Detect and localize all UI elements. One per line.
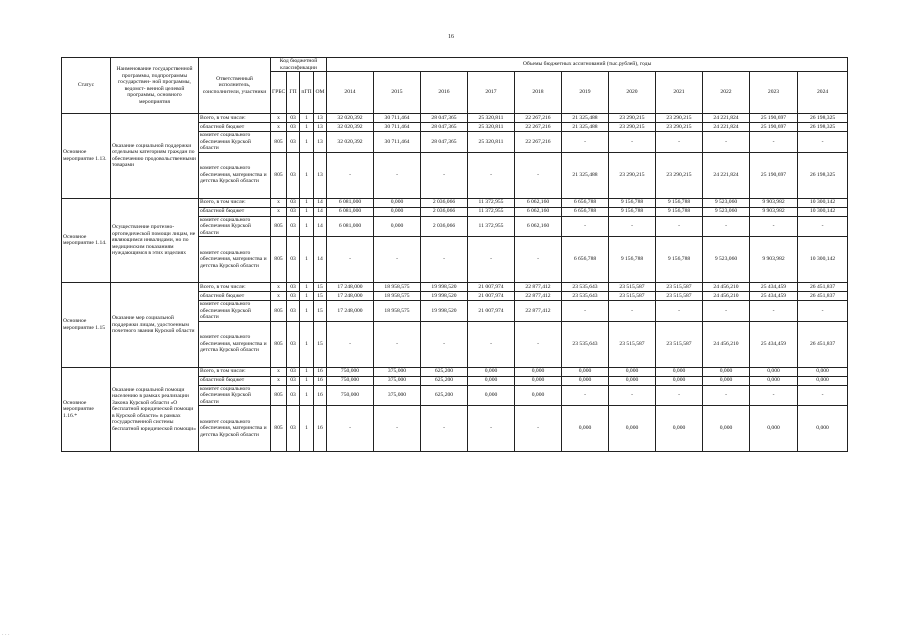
table-body	[62, 114, 848, 452]
value-cell: 22 267,216	[515, 132, 562, 153]
om-cell: 14	[314, 216, 327, 237]
value-cell: 21 325,488	[562, 123, 609, 132]
value-cell: -	[515, 406, 562, 452]
value-cell: 6 081,000	[327, 198, 374, 207]
value-cell: -	[421, 406, 468, 452]
value-cell: 6 656,788	[562, 198, 609, 207]
header-name: Наименование государственной программы, подпрограммы государствен- ной программы, ведомст- венной целевой программы, основного мероприятия	[111, 58, 199, 114]
value-cell: 24 221,824	[703, 123, 750, 132]
value-cell: 0,000	[515, 385, 562, 406]
grbs-cell: х	[271, 123, 287, 132]
value-cell: -	[562, 216, 609, 237]
value-cell: 30 711,464	[374, 123, 421, 132]
value-cell: 0,000	[468, 385, 515, 406]
gp-cell: 03	[287, 367, 300, 376]
value-cell: -	[750, 132, 798, 153]
gp-cell: 03	[287, 292, 300, 301]
value-cell: -	[562, 301, 609, 322]
status-cell: Основное мероприятие 1.14.	[62, 198, 111, 283]
value-cell: 0,000	[374, 207, 421, 216]
grbs-cell: 805	[271, 132, 287, 153]
value-cell: 0,000	[562, 406, 609, 452]
executor-cell: Всего, в том числе:	[199, 198, 271, 207]
value-cell: -	[421, 152, 468, 198]
value-cell: -	[327, 237, 374, 283]
value-cell: -	[609, 385, 656, 406]
value-cell: 23 535,643	[562, 292, 609, 301]
value-cell: 11 372,955	[468, 207, 515, 216]
value-cell: -	[609, 132, 656, 153]
value-cell: 9 156,788	[609, 207, 656, 216]
value-cell: -	[798, 216, 848, 237]
name-cell: Оказание мер социальной поддержки лицам, удостоенным почетного звания Курской области	[111, 283, 199, 368]
executor-cell: Всего, в том числе:	[199, 114, 271, 123]
om-cell: 13	[314, 152, 327, 198]
pgp-cell: 1	[300, 198, 314, 207]
gp-cell: 03	[287, 198, 300, 207]
value-cell: -	[468, 237, 515, 283]
value-cell: -	[468, 152, 515, 198]
value-cell: 375,000	[374, 385, 421, 406]
executor-cell: комитет социального обеспечения, материнства и детства Курской области	[199, 152, 271, 198]
value-cell: 0,000	[468, 367, 515, 376]
value-cell: -	[703, 216, 750, 237]
value-cell: 0,000	[609, 406, 656, 452]
executor-cell: комитет социального обеспечения Курской области	[199, 385, 271, 406]
value-cell: 23 290,215	[656, 123, 703, 132]
table-row	[62, 367, 848, 376]
value-cell: -	[656, 301, 703, 322]
value-cell: -	[750, 216, 798, 237]
value-cell: 625,200	[421, 376, 468, 385]
om-cell: 15	[314, 301, 327, 322]
value-cell: 6 062,160	[515, 216, 562, 237]
name-cell: Оказание социальной помощи населению в рамках реализации Закона Курской области «О бесплатной юридической помощи в Курской области» в рамках государственной системы бесплатной юридической помощи»	[111, 367, 199, 452]
value-cell: 23 535,643	[562, 283, 609, 292]
value-cell: 10 300,142	[798, 207, 848, 216]
value-cell: 0,000	[515, 367, 562, 376]
pgp-cell: 1	[300, 376, 314, 385]
pgp-cell: 1	[300, 132, 314, 153]
value-cell: 25 320,811	[468, 123, 515, 132]
value-cell: 2 036,066	[421, 207, 468, 216]
grbs-cell: х	[271, 292, 287, 301]
value-cell: 21 007,974	[468, 292, 515, 301]
gp-cell: 03	[287, 385, 300, 406]
value-cell: -	[798, 385, 848, 406]
value-cell: 23 515,587	[609, 283, 656, 292]
gp-cell: 03	[287, 114, 300, 123]
value-cell: 22 267,216	[515, 114, 562, 123]
grbs-cell: х	[271, 367, 287, 376]
value-cell: -	[750, 385, 798, 406]
value-cell: -	[750, 301, 798, 322]
value-cell: -	[562, 132, 609, 153]
value-cell: -	[468, 406, 515, 452]
header-year: 2020	[609, 72, 656, 114]
header-year: 2014	[327, 72, 374, 114]
om-cell: 16	[314, 385, 327, 406]
value-cell: 0,000	[374, 198, 421, 207]
grbs-cell: х	[271, 283, 287, 292]
om-cell: 15	[314, 321, 327, 367]
value-cell: 625,200	[421, 367, 468, 376]
value-cell: -	[327, 321, 374, 367]
value-cell: 23 515,587	[609, 292, 656, 301]
om-cell: 16	[314, 367, 327, 376]
header-year: 2023	[750, 72, 798, 114]
executor-cell: областной бюджет	[199, 292, 271, 301]
value-cell: 10 300,142	[798, 237, 848, 283]
pgp-cell: 1	[300, 292, 314, 301]
value-cell: 9 903,982	[750, 207, 798, 216]
value-cell: 0,000	[468, 376, 515, 385]
value-cell: 9 156,788	[656, 237, 703, 283]
footer-mark: . . .	[2, 631, 10, 637]
value-cell: -	[421, 237, 468, 283]
value-cell: 23 290,215	[609, 152, 656, 198]
value-cell: 21 007,974	[468, 283, 515, 292]
value-cell: 0,000	[703, 406, 750, 452]
table-row	[62, 114, 848, 123]
value-cell: 26 198,325	[798, 152, 848, 198]
value-cell: 23 290,215	[609, 123, 656, 132]
value-cell: 0,000	[703, 367, 750, 376]
om-cell: 13	[314, 132, 327, 153]
status-cell: Основное мероприятие 1.13.	[62, 114, 111, 199]
pgp-cell: 1	[300, 152, 314, 198]
header-year: 2024	[798, 72, 848, 114]
value-cell: 22 877,412	[515, 301, 562, 322]
value-cell: 32 020,392	[327, 114, 374, 123]
value-cell: 6 656,788	[562, 207, 609, 216]
gp-cell: 03	[287, 132, 300, 153]
value-cell: 0,000	[798, 406, 848, 452]
value-cell: 375,000	[374, 376, 421, 385]
header-kbk: Код бюджетной классификации	[271, 58, 327, 72]
om-cell: 15	[314, 283, 327, 292]
grbs-cell: 805	[271, 385, 287, 406]
header-status: Статус	[62, 58, 111, 114]
value-cell: 0,000	[750, 376, 798, 385]
value-cell: 25 320,811	[468, 132, 515, 153]
value-cell: 25 434,459	[750, 292, 798, 301]
executor-cell: областной бюджет	[199, 207, 271, 216]
value-cell: 6 062,160	[515, 207, 562, 216]
value-cell: -	[374, 152, 421, 198]
value-cell: 19 998,520	[421, 301, 468, 322]
value-cell: 0,000	[750, 406, 798, 452]
value-cell: 9 156,788	[609, 198, 656, 207]
header-year: 2018	[515, 72, 562, 114]
gp-cell: 03	[287, 216, 300, 237]
value-cell: 26 198,325	[798, 123, 848, 132]
grbs-cell: х	[271, 207, 287, 216]
executor-cell: комитет социального обеспечения, материнства и детства Курской области	[199, 237, 271, 283]
executor-cell: комитет социального обеспечения Курской области	[199, 216, 271, 237]
pgp-cell: 1	[300, 123, 314, 132]
gp-cell: 03	[287, 123, 300, 132]
om-cell: 15	[314, 292, 327, 301]
gp-cell: 03	[287, 207, 300, 216]
value-cell: 19 998,520	[421, 283, 468, 292]
value-cell: 11 372,955	[468, 198, 515, 207]
value-cell: 32 020,392	[327, 123, 374, 132]
value-cell: 22 877,412	[515, 283, 562, 292]
status-cell: Основное мероприятие 1.16.*	[62, 367, 111, 452]
value-cell: 25 434,459	[750, 283, 798, 292]
value-cell: -	[515, 321, 562, 367]
grbs-cell: 805	[271, 237, 287, 283]
gp-cell: 03	[287, 376, 300, 385]
value-cell: 0,000	[656, 367, 703, 376]
header-code: ОМ	[314, 72, 327, 114]
pgp-cell: 1	[300, 301, 314, 322]
value-cell: 9 156,788	[656, 207, 703, 216]
value-cell: -	[703, 385, 750, 406]
table-header	[62, 58, 848, 114]
pgp-cell: 1	[300, 237, 314, 283]
value-cell: 23 290,215	[656, 152, 703, 198]
header-year: 2015	[374, 72, 421, 114]
om-cell: 16	[314, 406, 327, 452]
value-cell: 375,000	[374, 367, 421, 376]
value-cell: -	[798, 132, 848, 153]
executor-cell: комитет социального обеспечения Курской области	[199, 301, 271, 322]
value-cell: 23 290,215	[609, 114, 656, 123]
value-cell: -	[703, 301, 750, 322]
value-cell: 2 036,066	[421, 216, 468, 237]
value-cell: 750,000	[327, 385, 374, 406]
value-cell: 24 221,824	[703, 152, 750, 198]
header-code: ГРБС	[271, 72, 287, 114]
om-cell: 14	[314, 237, 327, 283]
value-cell: 23 515,587	[656, 292, 703, 301]
table-row	[62, 198, 848, 207]
header-code: ГП	[287, 72, 300, 114]
value-cell: 0,000	[562, 367, 609, 376]
value-cell: 23 515,587	[656, 321, 703, 367]
value-cell: 26 198,325	[798, 114, 848, 123]
grbs-cell: 805	[271, 152, 287, 198]
value-cell: 25 190,697	[750, 152, 798, 198]
value-cell: 18 958,575	[374, 292, 421, 301]
value-cell: 23 535,643	[562, 321, 609, 367]
om-cell: 16	[314, 376, 327, 385]
value-cell: 0,000	[656, 406, 703, 452]
value-cell: 0,000	[750, 367, 798, 376]
value-cell: 21 325,488	[562, 152, 609, 198]
value-cell: 10 300,142	[798, 198, 848, 207]
name-cell: Осуществление протезно-ортопедической помощи лицам, не являющимся инвалидами, но по медицинским показаниям нуждающимся в этих изделиях	[111, 198, 199, 283]
value-cell: 6 081,000	[327, 207, 374, 216]
value-cell: 25 190,697	[750, 114, 798, 123]
value-cell: 0,000	[798, 376, 848, 385]
value-cell: 9 156,788	[656, 198, 703, 207]
value-cell: 17 248,000	[327, 301, 374, 322]
value-cell: -	[421, 321, 468, 367]
pgp-cell: 1	[300, 216, 314, 237]
value-cell: 19 998,520	[421, 292, 468, 301]
executor-cell: областной бюджет	[199, 123, 271, 132]
value-cell: 23 515,587	[609, 321, 656, 367]
value-cell: 6 081,000	[327, 216, 374, 237]
value-cell: 18 958,575	[374, 301, 421, 322]
value-cell: -	[374, 406, 421, 452]
value-cell: 25 434,459	[750, 321, 798, 367]
value-cell: 17 248,000	[327, 283, 374, 292]
grbs-cell: х	[271, 114, 287, 123]
value-cell: 0,000	[703, 376, 750, 385]
value-cell: 24 456,210	[703, 292, 750, 301]
header-year: 2021	[656, 72, 703, 114]
value-cell: 24 456,210	[703, 321, 750, 367]
value-cell: 28 047,365	[421, 123, 468, 132]
pgp-cell: 1	[300, 283, 314, 292]
value-cell: 2 036,066	[421, 198, 468, 207]
value-cell: 28 047,365	[421, 114, 468, 123]
value-cell: -	[374, 237, 421, 283]
budget-table	[61, 57, 848, 452]
header-year: 2016	[421, 72, 468, 114]
value-cell: -	[374, 321, 421, 367]
header-year: 2022	[703, 72, 750, 114]
grbs-cell: х	[271, 198, 287, 207]
header-volume: Объемы бюджетных ассигнований (тыс.рублей), годы	[327, 58, 848, 72]
value-cell: 25 190,697	[750, 123, 798, 132]
value-cell: -	[798, 301, 848, 322]
value-cell: -	[327, 406, 374, 452]
value-cell: 0,000	[562, 376, 609, 385]
value-cell: -	[609, 301, 656, 322]
header-executor: Ответственный исполнитель, соисполнители, участники	[199, 58, 271, 114]
value-cell: 26 451,837	[798, 283, 848, 292]
executor-cell: областной бюджет	[199, 376, 271, 385]
value-cell: 0,000	[656, 376, 703, 385]
executor-cell: комитет социального обеспечения, материнства и детства Курской области	[199, 321, 271, 367]
executor-cell: комитет социального обеспечения, материнства и детства Курской области	[199, 406, 271, 452]
value-cell: 21 325,488	[562, 114, 609, 123]
value-cell: 32 020,392	[327, 132, 374, 153]
value-cell: 30 711,464	[374, 114, 421, 123]
value-cell: 750,000	[327, 376, 374, 385]
value-cell: 24 456,210	[703, 283, 750, 292]
value-cell: 9 156,788	[609, 237, 656, 283]
value-cell: 23 290,215	[656, 114, 703, 123]
value-cell: 0,000	[798, 367, 848, 376]
table-row	[62, 283, 848, 292]
value-cell: 9 903,982	[750, 198, 798, 207]
value-cell: 18 958,575	[374, 283, 421, 292]
value-cell: 22 877,412	[515, 292, 562, 301]
value-cell: 26 451,837	[798, 321, 848, 367]
value-cell: 17 248,000	[327, 292, 374, 301]
value-cell: 0,000	[609, 367, 656, 376]
value-cell: -	[327, 152, 374, 198]
value-cell: -	[656, 132, 703, 153]
gp-cell: 03	[287, 406, 300, 452]
status-cell: Основное мероприятие 1.15	[62, 283, 111, 368]
pgp-cell: 1	[300, 207, 314, 216]
value-cell: 21 007,974	[468, 301, 515, 322]
gp-cell: 03	[287, 152, 300, 198]
grbs-cell: 805	[271, 216, 287, 237]
header-year: 2017	[468, 72, 515, 114]
value-cell: 9 523,060	[703, 237, 750, 283]
pgp-cell: 1	[300, 114, 314, 123]
grbs-cell: 805	[271, 301, 287, 322]
grbs-cell: х	[271, 376, 287, 385]
gp-cell: 03	[287, 301, 300, 322]
value-cell: 9 903,982	[750, 237, 798, 283]
om-cell: 14	[314, 198, 327, 207]
value-cell: -	[562, 385, 609, 406]
value-cell: -	[656, 216, 703, 237]
value-cell: -	[468, 321, 515, 367]
value-cell: 22 267,216	[515, 123, 562, 132]
value-cell: 24 221,824	[703, 114, 750, 123]
value-cell: -	[703, 132, 750, 153]
gp-cell: 03	[287, 237, 300, 283]
value-cell: 26 451,837	[798, 292, 848, 301]
om-cell: 14	[314, 207, 327, 216]
pgp-cell: 1	[300, 385, 314, 406]
value-cell: 23 515,587	[656, 283, 703, 292]
value-cell: 6 656,788	[562, 237, 609, 283]
page-number: 16	[448, 34, 454, 40]
executor-cell: комитет социального обеспечения Курской области	[199, 132, 271, 153]
gp-cell: 03	[287, 321, 300, 367]
value-cell: 28 047,365	[421, 132, 468, 153]
value-cell: 750,000	[327, 367, 374, 376]
om-cell: 13	[314, 123, 327, 132]
value-cell: -	[515, 152, 562, 198]
value-cell: -	[515, 237, 562, 283]
value-cell: 625,200	[421, 385, 468, 406]
executor-cell: Всего, в том числе:	[199, 367, 271, 376]
value-cell: 9 523,060	[703, 207, 750, 216]
om-cell: 13	[314, 114, 327, 123]
pgp-cell: 1	[300, 367, 314, 376]
value-cell: 25 320,811	[468, 114, 515, 123]
name-cell: Оказание социальной поддержки отдельным категориям граждан по обеспечению продовольственными товарами	[111, 114, 199, 199]
value-cell: -	[656, 385, 703, 406]
value-cell: -	[609, 216, 656, 237]
pgp-cell: 1	[300, 321, 314, 367]
value-cell: 0,000	[374, 216, 421, 237]
value-cell: 11 372,955	[468, 216, 515, 237]
grbs-cell: 805	[271, 406, 287, 452]
value-cell: 30 711,464	[374, 132, 421, 153]
grbs-cell: 805	[271, 321, 287, 367]
gp-cell: 03	[287, 283, 300, 292]
header-year: 2019	[562, 72, 609, 114]
value-cell: 0,000	[609, 376, 656, 385]
value-cell: 0,000	[515, 376, 562, 385]
executor-cell: Всего, в том числе:	[199, 283, 271, 292]
pgp-cell: 1	[300, 406, 314, 452]
value-cell: 6 062,160	[515, 198, 562, 207]
value-cell: 9 523,060	[703, 198, 750, 207]
header-code: пГП	[300, 72, 314, 114]
